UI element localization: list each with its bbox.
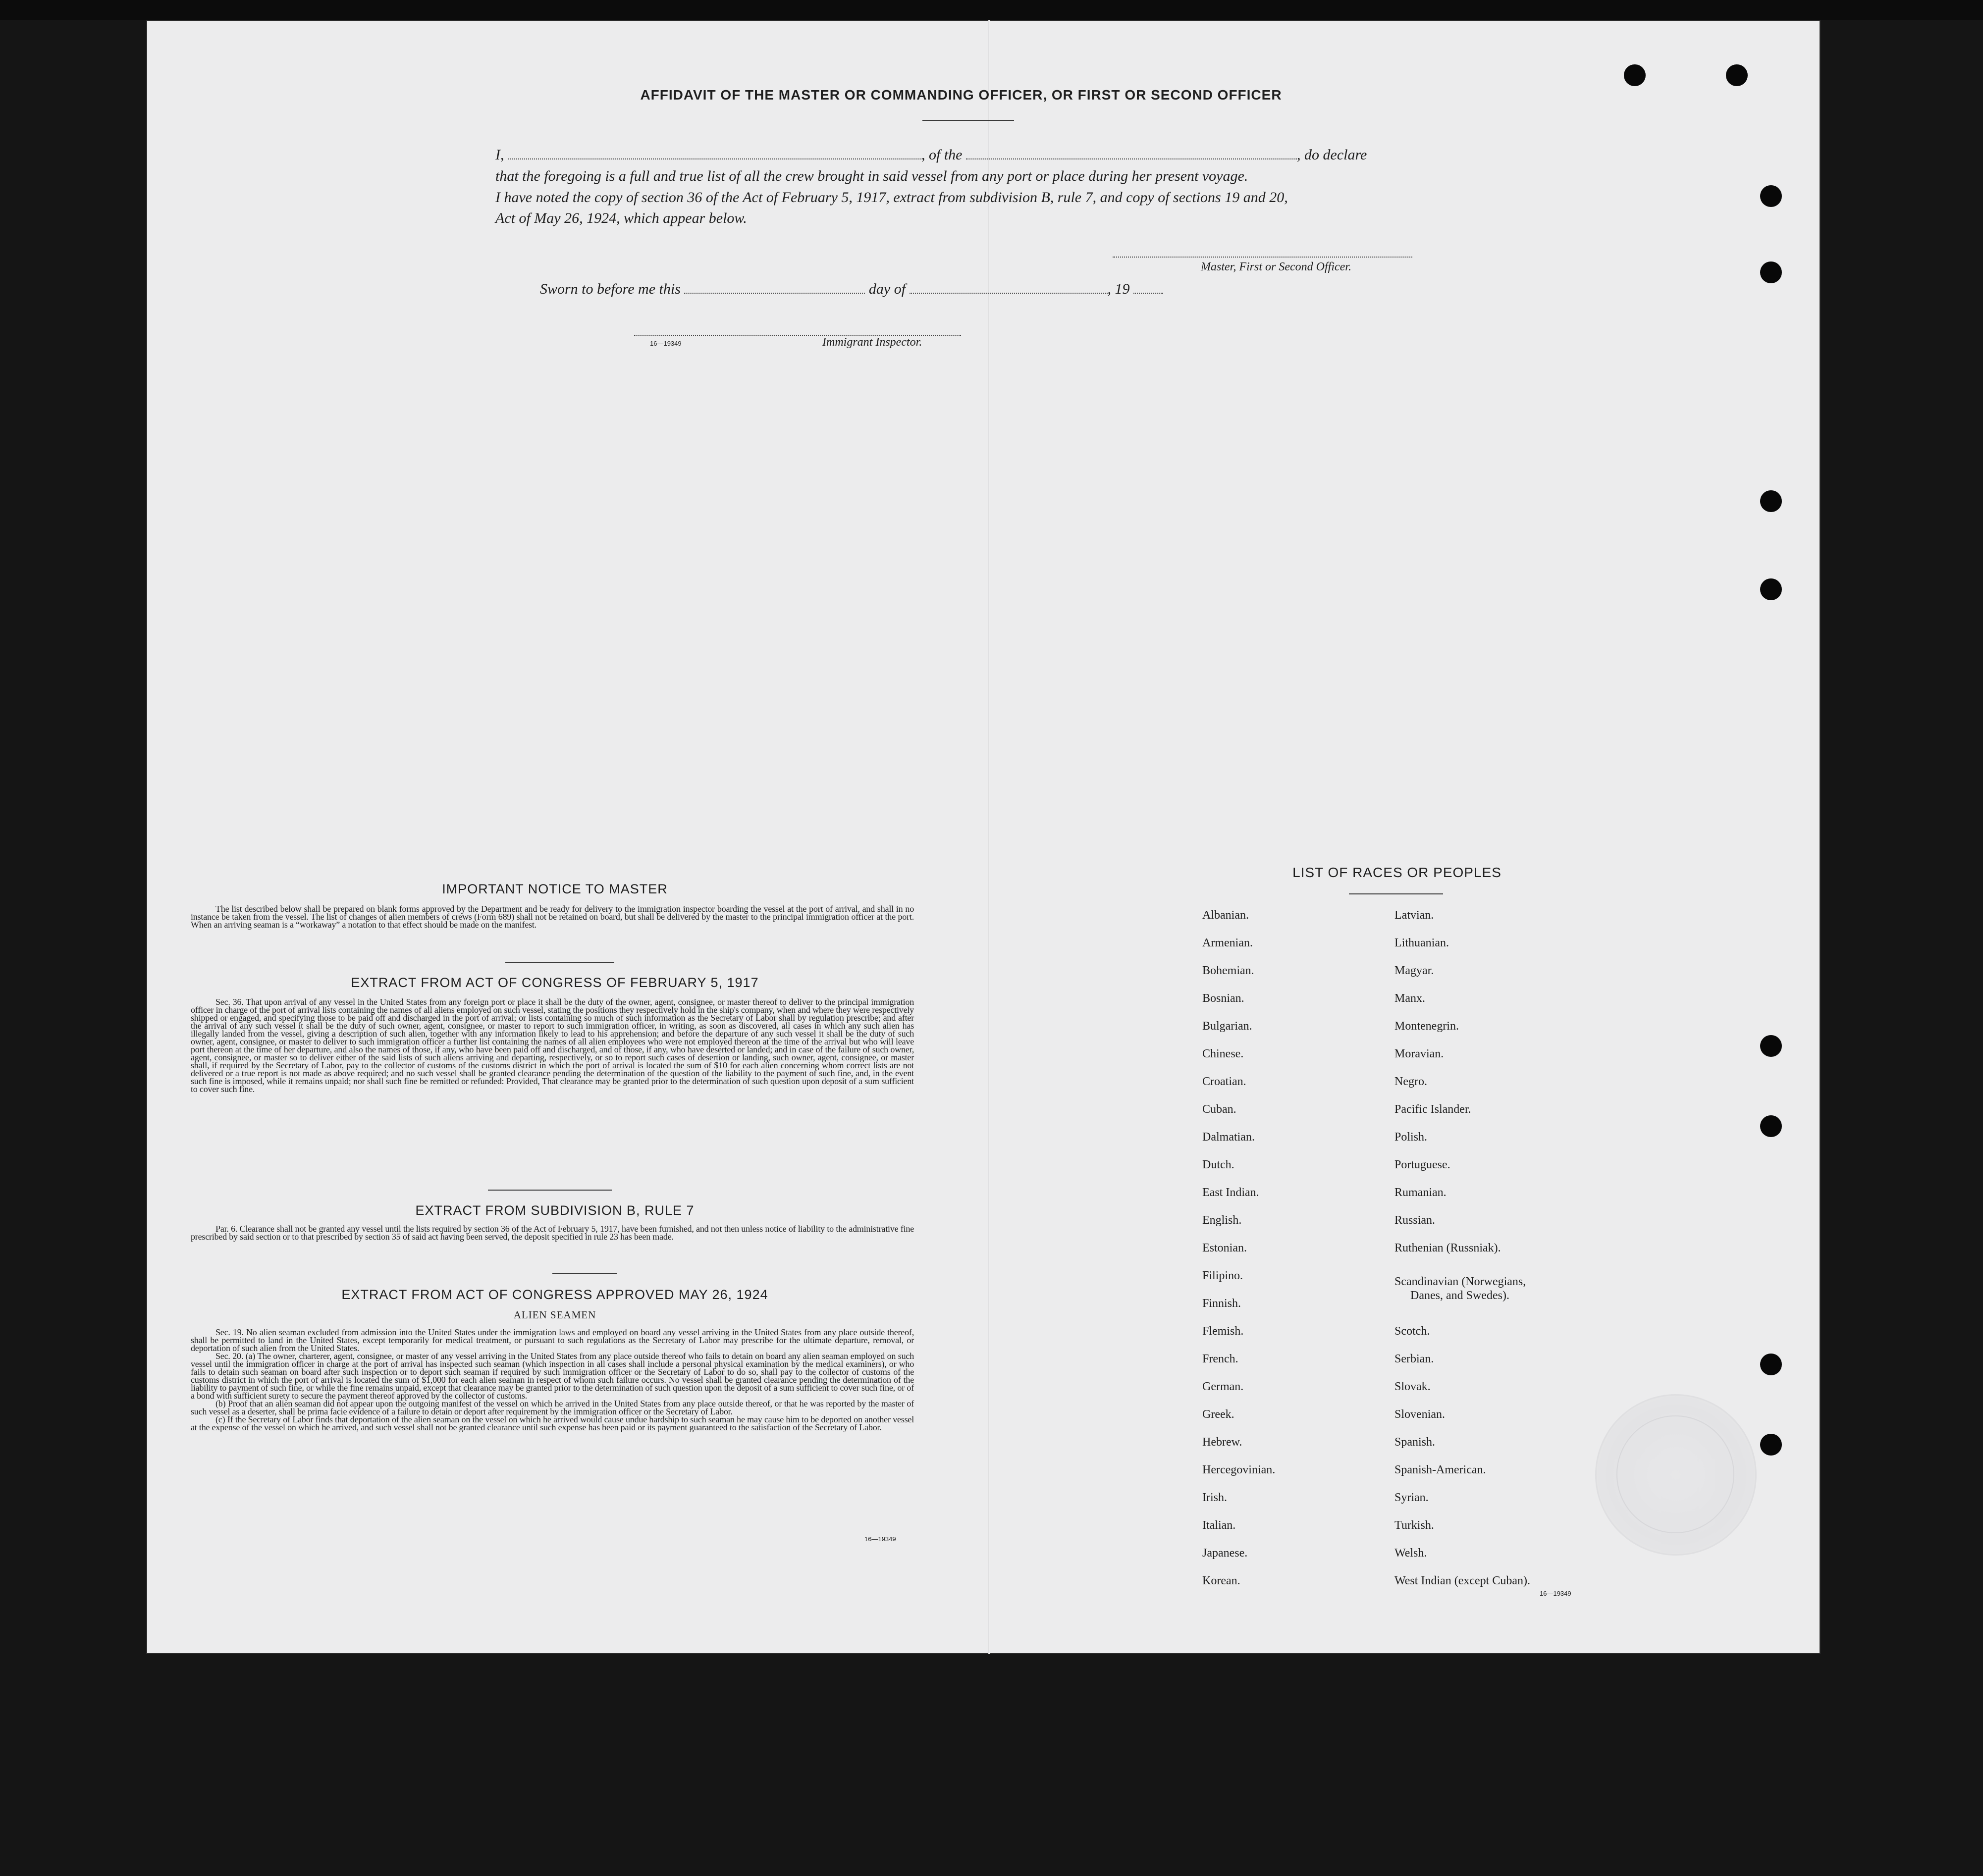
- race-item: Danes, and Swedes).: [1410, 1289, 1509, 1302]
- form-number: 16—19349: [1540, 1590, 1571, 1597]
- race-item: Hercegovinian.: [1202, 1463, 1276, 1476]
- race-item: Scandinavian (Norwegians,: [1394, 1275, 1526, 1288]
- punch-hole: [1760, 1115, 1782, 1137]
- vessel-name-blank[interactable]: [966, 149, 1297, 159]
- divider: [922, 120, 1014, 121]
- race-item: Lithuanian.: [1394, 937, 1449, 949]
- sworn-year: , 19: [1107, 281, 1130, 297]
- race-item: Italian.: [1202, 1519, 1236, 1532]
- race-item: Greek.: [1202, 1408, 1234, 1421]
- race-item: Chinese.: [1202, 1047, 1244, 1060]
- race-item: Cuban.: [1202, 1103, 1236, 1116]
- race-item: West Indian (except Cuban).: [1394, 1574, 1530, 1587]
- extract-1924-title: EXTRACT FROM ACT OF CONGRESS APPROVED MAY 26, 1924: [341, 1287, 768, 1302]
- master-caption: Master, First or Second Officer.: [1201, 261, 1351, 273]
- affidavit-title: AFFIDAVIT OF THE MASTER OR COMMANDING OFFICER, OR FIRST OR SECOND OFFICER: [640, 87, 1282, 103]
- subdivision-b-title: EXTRACT FROM SUBDIVISION B, RULE 7: [415, 1203, 695, 1218]
- race-item: Portuguese.: [1394, 1158, 1450, 1171]
- race-item: Estonian.: [1202, 1242, 1247, 1254]
- punch-hole: [1760, 261, 1782, 283]
- inspector-signature-line[interactable]: [634, 325, 961, 336]
- race-item: Albanian.: [1202, 909, 1249, 922]
- officer-name-blank[interactable]: [508, 149, 921, 159]
- races-title: LIST OF RACES OR PEOPLES: [1292, 865, 1501, 880]
- sec-20a-text: Sec. 20. (a) The owner, charterer, agent, consignee, or master of any vessel arriving in the United States from any place outside thereof who fails to detain on board any alien seaman employed on such vessel until the immigration officer in charge at the port of arrival has inspected such seaman (which inspection in all cases shall include a personal physical examination by the medical examiners), or who fails to detain such seaman on board after such inspection or to deport such seaman if required by such immigration officer or the Secretary of Labor to do so, shall pay to the collector of customs of the customs district in which the port of arrival is located the sum of $1,000 for each alien seaman in respect of whom such failure occurs. No vessel shall be granted clearance pending the determination of the liability to payment of such fine, or while the fine remains unpaid, except that clearance may be granted prior to the determination of such question upon the deposit of a sum sufficient to cover such fine, or of a bond with sufficient surety to secure the payment thereof approved by the collector of customs.: [191, 1351, 914, 1401]
- sworn-year-blank[interactable]: [1133, 283, 1163, 294]
- race-item: Hebrew.: [1202, 1436, 1242, 1449]
- race-item: Montenegrin.: [1394, 1020, 1459, 1033]
- race-item: Scotch.: [1394, 1325, 1430, 1338]
- race-item: Slovak.: [1394, 1380, 1431, 1393]
- master-signature-line[interactable]: [1113, 247, 1412, 258]
- sec-20b-text: (b) Proof that an alien seaman did not appear upon the outgoing manifest of the vessel on which he arrived in the United States from any place outside thereof, or that he was reported by the master of such vessel as a deserter, shall be prima facie evidence of a failure to detain or deport after requirement by the immigration officer or the Secretary of Labor.: [191, 1399, 914, 1416]
- sworn-month-blank[interactable]: [910, 283, 1108, 294]
- extract-1924-text: [191, 1328, 914, 1431]
- divider: [505, 962, 614, 963]
- sworn-day-of: day of: [868, 281, 906, 297]
- race-item: Korean.: [1202, 1574, 1240, 1587]
- sworn-day-blank[interactable]: [684, 283, 865, 294]
- alien-seamen-subtitle: ALIEN SEAMEN: [513, 1309, 596, 1321]
- notice-text: The list described below shall be prepared on blank forms approved by the Department and be ready for delivery to the immigration inspector boarding the vessel at the port of arrival, and shall in no instance be taken from the vessel. The list of changes of alien members of crews (Form 689) shall not be retained on board, but shall be delivered by the master to the principal immigration officer at the port. When an arriving seaman is a “workaway” a notation to that effect should be made on the manifest.: [191, 904, 914, 930]
- race-item: German.: [1202, 1380, 1244, 1393]
- sec-19-text: Sec. 19. No alien seaman excluded from admission into the United States under the immigration laws and employed on board any vessel arriving in the United States from any place outside thereof, shall be permitted to land in the United States, except temporarily for medical treatment, or pursuant to such regulations as the Secretary of Labor may prescribe for the ultimate departure, removal, or deportation of such alien from the United States.: [191, 1327, 914, 1353]
- form-number: 16—19349: [650, 340, 682, 347]
- scan-border: [0, 0, 1983, 20]
- race-item: Slovenian.: [1394, 1408, 1445, 1421]
- race-item: Magyar.: [1394, 964, 1434, 977]
- punch-hole: [1760, 1434, 1782, 1456]
- race-item: Irish.: [1202, 1491, 1227, 1504]
- race-item: Spanish.: [1394, 1436, 1436, 1449]
- race-item: Spanish-American.: [1394, 1463, 1486, 1476]
- punch-hole: [1726, 64, 1748, 86]
- sworn-prefix: Sworn to before me this: [540, 281, 681, 297]
- race-item: Manx.: [1394, 992, 1425, 1005]
- race-item: East Indian.: [1202, 1186, 1259, 1199]
- race-item: Serbian.: [1394, 1353, 1434, 1365]
- affidavit-declare: , do declare: [1297, 147, 1367, 163]
- race-item: English.: [1202, 1214, 1242, 1227]
- race-item: Flemish.: [1202, 1325, 1244, 1338]
- embossed-seal: [1595, 1394, 1757, 1556]
- punch-hole: [1760, 490, 1782, 512]
- race-item: Bosnian.: [1202, 992, 1244, 1005]
- sec-20c-text: (c) If the Secretary of Labor finds that deportation of the alien seaman on the vessel on which he arrived would cause undue hardship to such seaman he may cause him to be deported on another vessel at the expense of the vessel on which he arrived, and such vessel shall not be granted clearance until such expense has been paid or its payment guaranteed to the satisfaction of the Secretary of Labor.: [191, 1414, 914, 1432]
- divider: [1349, 893, 1443, 894]
- race-item: Negro.: [1394, 1075, 1427, 1088]
- affidavit-line-1: [495, 147, 1437, 163]
- race-item: Armenian.: [1202, 937, 1253, 949]
- race-item: Russian.: [1394, 1214, 1436, 1227]
- race-item: Dalmatian.: [1202, 1131, 1255, 1144]
- race-item: Rumanian.: [1394, 1186, 1447, 1199]
- subdivision-b-text: Par. 6. Clearance shall not be granted any vessel until the lists required by section 36 of the Act of February 5, 1917, have been furnished, and not then unless notice of liability to the administrative fine prescribed by said section or to that prescribed by section 35 of said act having been served, the deposit specified in rule 23 has been made.: [191, 1224, 914, 1242]
- punch-hole: [1624, 64, 1646, 86]
- race-item: Filipino.: [1202, 1269, 1243, 1282]
- punch-hole: [1760, 1354, 1782, 1375]
- affidavit-of-the: , of the: [921, 147, 963, 163]
- divider: [552, 1273, 617, 1274]
- sworn-line: [540, 281, 1481, 298]
- affidavit-line-4: Act of May 26, 1924, which appear below.: [495, 210, 747, 226]
- race-item: Moravian.: [1394, 1047, 1444, 1060]
- punch-hole: [1760, 578, 1782, 600]
- race-item: Finnish.: [1202, 1297, 1241, 1310]
- affidavit-line-3: I have noted the copy of section 36 of the Act of February 5, 1917, extract from subdivision B, rule 7, and copy of sections 19 and 20,: [495, 189, 1288, 206]
- race-item: Welsh.: [1394, 1547, 1427, 1560]
- punch-hole: [1760, 185, 1782, 207]
- race-item: Latvian.: [1394, 909, 1434, 922]
- center-fold: [988, 20, 990, 1654]
- race-item: French.: [1202, 1353, 1238, 1365]
- race-item: Polish.: [1394, 1131, 1428, 1144]
- race-item: Japanese.: [1202, 1547, 1248, 1560]
- divider: [488, 1190, 612, 1191]
- form-number: 16—19349: [864, 1535, 896, 1543]
- race-item: Pacific Islander.: [1394, 1103, 1471, 1116]
- race-item: Bulgarian.: [1202, 1020, 1252, 1033]
- affidavit-i: I,: [495, 147, 504, 163]
- race-item: Turkish.: [1394, 1519, 1434, 1532]
- inspector-caption: Immigrant Inspector.: [822, 336, 922, 349]
- punch-hole: [1760, 1035, 1782, 1057]
- notice-title: IMPORTANT NOTICE TO MASTER: [442, 882, 668, 896]
- race-item: Syrian.: [1394, 1491, 1429, 1504]
- extract-1917-title: EXTRACT FROM ACT OF CONGRESS OF FEBRUARY 5, 1917: [351, 975, 759, 990]
- extract-1917-text: Sec. 36. That upon arrival of any vessel in the United States from any foreign port or place it shall be the duty of the owner, agent, consignee, or master thereof to deliver to the principal immigration officer in charge of the port of arrival lists containing the names of all aliens employed on such vessel, stating the positions they respectively hold in the ship's company, when and where they were respectively shipped or engaged, and specifying those to be paid off and discharged in the port of arrival; or lists containing so much of such information as the Secretary of Labor shall by regulation prescribe; and after the arrival of any such vessel it shall be the duty of such owner, agent, consignee, or master to report to such immigration officer, in writing, as soon as discovered, all cases in which any such alien has illegally landed from the vessel, giving a description of such alien, together with any information likely to lead to his apprehension; and before the departure of any such vessel it shall be the duty of such owner, agent, consignee, or master to deliver to such immigration officer a further list containing the names of all alien employees who were not employed thereon at the time of the arrival but who will leave port thereon at the time of her departure, and also the names of those, if any, who have been paid off and discharged, and of those, if any, who have deserted or landed; and in case of the failure of such owner, agent, consignee, or master so to deliver either of the said lists of such aliens arriving and departing, respectively, or so to report such cases of desertion or landing, such owner, agent, consignee, or master shall, if required by the Secretary of Labor, pay to the collector of customs of the customs district in which the port of arrival is located the sum of $10 for each alien concerning whom correct lists are not delivered or a true report is not made as above required; and no such vessel shall be granted clearance pending the determination of the question of the liability to the payment of such fine, and, in the event such fine is imposed, while it remains unpaid; nor shall such fine be remitted or refunded: Provided, That clearance may be granted prior to the determination of such question upon deposit of a sum sufficient to cover such fine.: [191, 997, 914, 1094]
- affidavit-line-2: that the foregoing is a full and true list of all the crew brought in said vessel from any port or place during her present voyage.: [495, 168, 1248, 184]
- race-item: Croatian.: [1202, 1075, 1246, 1088]
- race-item: Ruthenian (Russniak).: [1394, 1242, 1501, 1254]
- race-item: Bohemian.: [1202, 964, 1254, 977]
- race-item: Dutch.: [1202, 1158, 1234, 1171]
